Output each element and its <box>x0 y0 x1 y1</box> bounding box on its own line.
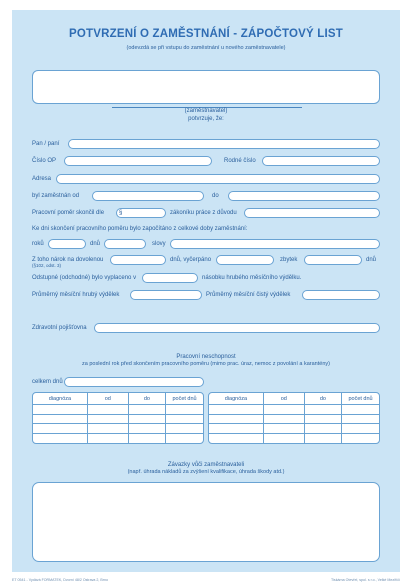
label-termination: Pracovní poměr skončil dle <box>32 210 105 216</box>
label-leave-entitlement: Z toho nárok na dovolenou <box>32 257 104 263</box>
col-day-count: počet dnů <box>166 393 203 405</box>
form-subtitle: (odevzdá se při vstupu do zaměstnání u nového zaměstnavatele) <box>126 45 286 51</box>
label-health-insurer: Zdravotní pojišťovna <box>32 325 87 331</box>
birth-number-field[interactable] <box>262 156 380 166</box>
years-field[interactable] <box>48 239 86 249</box>
sick-leave-title: Pracovní neschopnost <box>176 354 236 360</box>
termination-reason-field[interactable] <box>244 208 380 218</box>
table-row <box>33 405 203 415</box>
label-in-words: slovy <box>152 241 166 247</box>
health-insurer-field[interactable] <box>94 323 380 333</box>
form-title: POTVRZENÍ O ZAMĚSTNÁNÍ - ZÁPOČTOVÝ LIST <box>68 28 343 40</box>
label-credited-period: Ke dni skončení pracovního poměru bylo započítáno z celkové doby zaměstnání: <box>32 226 248 232</box>
col-to: do <box>304 393 341 405</box>
label-labour-code: zákoníku práce z důvodu <box>170 210 237 216</box>
in-words-field[interactable] <box>170 239 380 249</box>
sick-leave-subtitle: za poslední rok před skončením pracovního poměru (mimo prac. úraz, nemoc z povolání a karantény) <box>82 361 330 367</box>
leave-remainder-field[interactable] <box>304 255 362 265</box>
col-diagnosis: diagnóza <box>209 393 263 405</box>
paragraph-field[interactable] <box>116 208 166 218</box>
col-from: od <box>263 393 304 405</box>
sick-leave-table-left <box>32 392 204 444</box>
confirms-text: potvrzuje, že: <box>188 116 224 122</box>
net-earnings-field[interactable] <box>302 290 380 300</box>
employed-to-field[interactable] <box>228 191 380 201</box>
label-total-days: celkem dnů <box>32 379 63 385</box>
col-day-count: počet dnů <box>342 393 379 405</box>
footer-publisher: ET 0541 - Vydává FORMATEK, Dvorní 48/2 Ostrava 2, Brno <box>12 578 109 582</box>
obligations-field[interactable] <box>32 482 380 562</box>
employed-from-field[interactable] <box>92 191 204 201</box>
label-severance: Odstupné (odchodné) bylo vyplaceno v <box>32 275 137 281</box>
label-remainder: zbytek <box>280 257 298 263</box>
label-net-earnings: Průměrný měsíční čistý výdělek <box>206 292 291 298</box>
label-pan-pani: Pan / paní <box>32 141 60 147</box>
leave-entitlement-field[interactable] <box>110 255 166 265</box>
label-gross-earnings: Průměrný měsíční hrubý výdělek <box>32 292 120 298</box>
table-row <box>209 433 379 443</box>
sick-leave-table-right <box>208 392 380 444</box>
label-employed-to: do <box>212 193 219 199</box>
label-days-used: dnů, vyčerpáno <box>170 257 212 263</box>
label-employed-from: byl zaměstnán od <box>32 193 80 199</box>
paragraph-sign: § <box>119 210 123 216</box>
label-days: dnů <box>90 241 101 247</box>
leave-used-field[interactable] <box>216 255 274 265</box>
table-row <box>209 424 379 434</box>
label-multiple-wage: násobku hrubého měsíčního výdělku. <box>202 275 302 281</box>
label-cislo-op: Číslo OP <box>32 158 57 164</box>
table-row <box>33 433 203 443</box>
table-row <box>33 414 203 424</box>
col-from: od <box>87 393 128 405</box>
total-days-field[interactable] <box>64 377 204 387</box>
label-years: roků <box>32 241 44 247</box>
label-rodne-cislo: Rodné číslo <box>224 158 256 164</box>
obligations-subtitle: (např. úhrada nákladů za zvýšení kvalifikace, úhrada škody atd.) <box>127 469 285 475</box>
table-row <box>209 405 379 415</box>
table-row <box>33 424 203 434</box>
name-field[interactable] <box>68 139 380 149</box>
address-field[interactable] <box>56 174 380 184</box>
id-card-field[interactable] <box>64 156 212 166</box>
form-sheet <box>12 10 400 572</box>
footer-printer: Tiskárna Otevřel, spol. s r.o., Velké Meziříčí <box>331 578 400 582</box>
label-adresa: Adresa <box>32 176 52 182</box>
col-diagnosis: diagnóza <box>33 393 87 405</box>
gross-earnings-field[interactable] <box>130 290 202 300</box>
label-days-remainder: dnů <box>366 257 377 263</box>
table-row <box>209 414 379 424</box>
employer-field[interactable] <box>32 70 380 104</box>
severance-field[interactable] <box>142 273 198 283</box>
leave-entitlement-note: (§102, odst. 3) <box>32 263 62 268</box>
employer-caption: (zaměstnavatel) <box>184 108 228 114</box>
obligations-title: Závazky vůči zaměstnavateli <box>167 462 245 468</box>
days-field[interactable] <box>104 239 146 249</box>
col-to: do <box>128 393 165 405</box>
